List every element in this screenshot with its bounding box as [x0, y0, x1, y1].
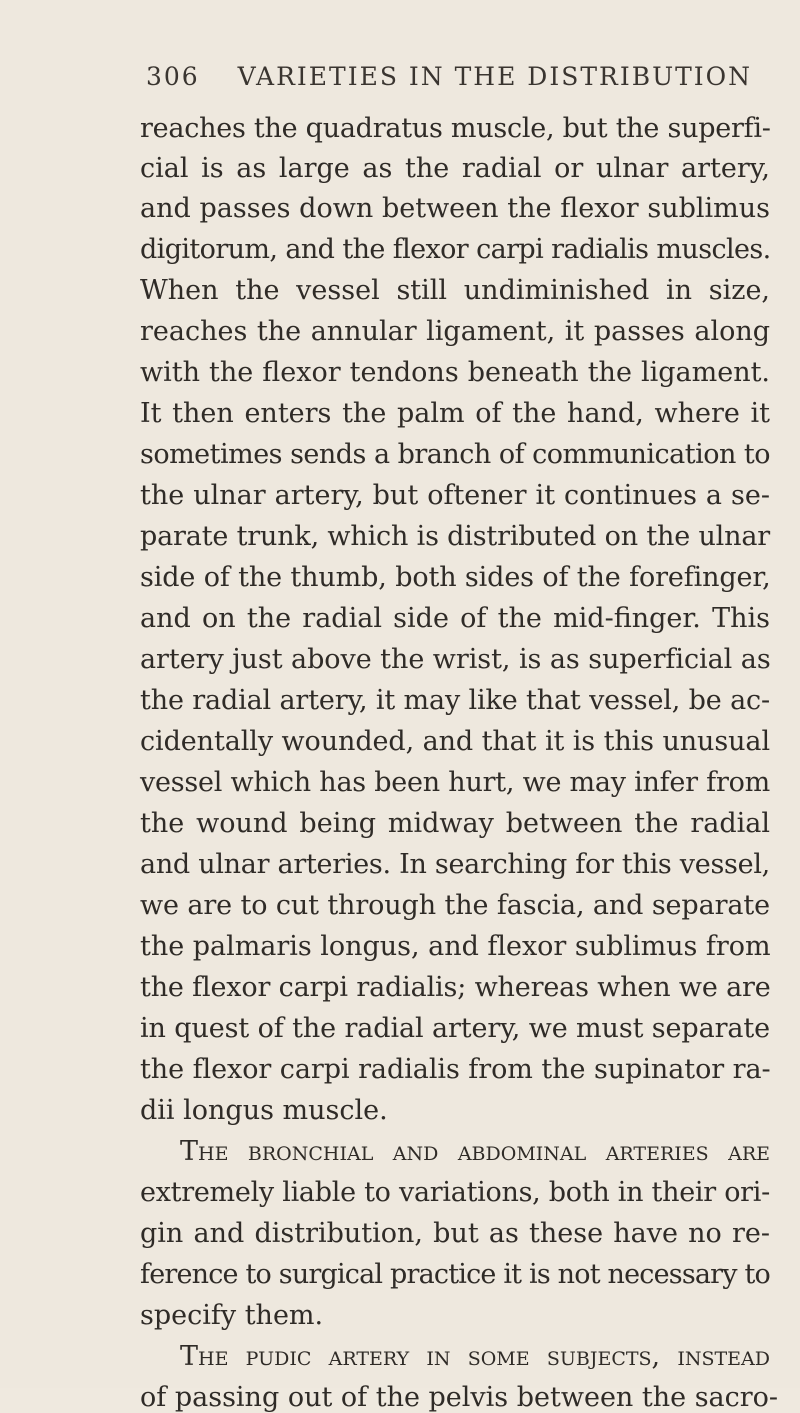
text-line: the flexor carpi radialis; whereas when we are: [140, 972, 771, 1003]
text-line: extremely liable to variations, both in their ori-: [140, 1177, 770, 1208]
text-line: reaches the quadratus muscle, but the superfi-: [140, 113, 771, 144]
paragraph-start-line: The bronchial and abdominal arteries are: [180, 1136, 771, 1167]
text-line: artery just above the wrist, is as superficial as: [140, 644, 771, 675]
text-line: we are to cut through the fascia, and separate: [140, 890, 770, 921]
text-line: specify them.: [140, 1300, 324, 1331]
text-line: parate trunk, which is distributed on the ulnar: [140, 521, 771, 552]
paragraph-start-line: The pudic artery in some subjects, instead: [180, 1341, 770, 1372]
text-line: and ulnar arteries. In searching for this vessel,: [140, 849, 770, 880]
text-line: and passes down between the flexor sublimus: [140, 193, 771, 224]
text-line: the flexor carpi radialis from the supinator ra-: [140, 1054, 771, 1085]
text-line: in quest of the radial artery, we must separate: [140, 1013, 771, 1044]
text-line: sometimes sends a branch of communication to: [140, 439, 770, 470]
text-line: the palmaris longus, and flexor sublimus from: [140, 931, 771, 962]
text-line: of passing out of the pelvis between the sacro-: [140, 1382, 779, 1413]
text-line: reaches the annular ligament, it passes along: [140, 316, 771, 347]
running-title: VARIETIES IN THE DISTRIBUTION: [237, 62, 753, 91]
text-line: digitorum, and the flexor carpi radialis muscles.: [140, 234, 771, 265]
text-line: with the flexor tendons beneath the ligament.: [140, 357, 771, 388]
text-line: cial is as large as the radial or ulnar artery,: [140, 153, 771, 184]
text-line: gin and distribution, but as these have no re-: [140, 1218, 770, 1249]
page-number: 306: [146, 62, 200, 91]
running-header: [146, 62, 752, 91]
text-line: It then enters the palm of the hand, where it: [140, 398, 770, 429]
text-line: the radial artery, it may like that vessel, be ac-: [140, 685, 770, 716]
text-line: When the vessel still undiminished in size,: [140, 275, 770, 306]
text-line: cidentally wounded, and that it is this unusual: [140, 726, 770, 757]
text-line: ference to surgical practice it is not necessary to: [140, 1259, 770, 1290]
text-line: vessel which has been hurt, we may infer from: [140, 767, 770, 798]
text-line: the wound being midway between the radial: [140, 808, 770, 839]
text-line: dii longus muscle.: [140, 1095, 388, 1126]
text-line: the ulnar artery, but oftener it continues a se-: [140, 480, 771, 511]
text-line: and on the radial side of the mid-finger. This: [140, 603, 771, 634]
text-line: side of the thumb, both sides of the forefinger,: [140, 562, 771, 593]
